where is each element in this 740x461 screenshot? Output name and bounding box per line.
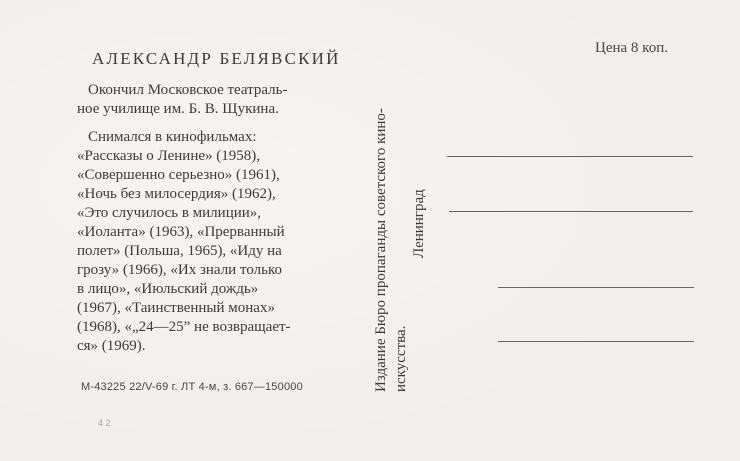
address-line-3 — [498, 287, 694, 288]
print-imprint: М-43225 22/V-69 г. ЛТ 4-м, з. 667—150000 — [81, 381, 303, 393]
biography-block — [77, 81, 377, 356]
film-line-2: «Совершенно серьезно» (1961), — [77, 167, 280, 183]
address-line-2 — [449, 211, 693, 212]
film-line-6: полет» (Польша, 1965), «Иду на — [77, 243, 282, 259]
bio-films-intro: Снимался в кинофильмах: — [88, 129, 257, 145]
film-line-7: грозу» (1966), «Их знали только — [77, 262, 282, 278]
address-line-4 — [498, 341, 694, 342]
price-label: Цена 8 коп. — [595, 40, 668, 56]
film-line-8: в лицо», «Июльский дождь» — [77, 281, 259, 297]
actor-name-heading: АЛЕКСАНДР БЕЛЯВСКИЙ — [92, 49, 341, 68]
film-line-9: (1967), «Таинственный монах» — [77, 300, 275, 316]
film-line-11: ся» (1969). — [77, 338, 146, 354]
bio-education-line-2: ное училище им. Б. В. Щукина. — [77, 101, 279, 117]
film-line-10: (1968), «„24—25” не возвращает- — [77, 319, 291, 335]
film-line-3: «Ночь без милосердия» (1962), — [77, 186, 276, 202]
paragraph-gap — [77, 119, 377, 128]
address-line-1 — [447, 156, 693, 157]
bio-education-line-1: Окончил Московское театраль- — [88, 82, 288, 98]
film-line-5: «Иоланта» (1963), «Прерванный — [77, 224, 285, 240]
publisher-line-1: Издание Бюро пропаганды советского кино- — [373, 108, 389, 392]
publisher-line-2: искусства. — [393, 325, 409, 392]
film-line-4: «Это случилось в милиции», — [77, 205, 262, 221]
publisher-city: Ленинград — [411, 189, 427, 258]
film-line-1: «Рассказы о Ленине» (1958), — [77, 148, 260, 164]
small-pencil-mark: 4 2 — [98, 418, 111, 428]
